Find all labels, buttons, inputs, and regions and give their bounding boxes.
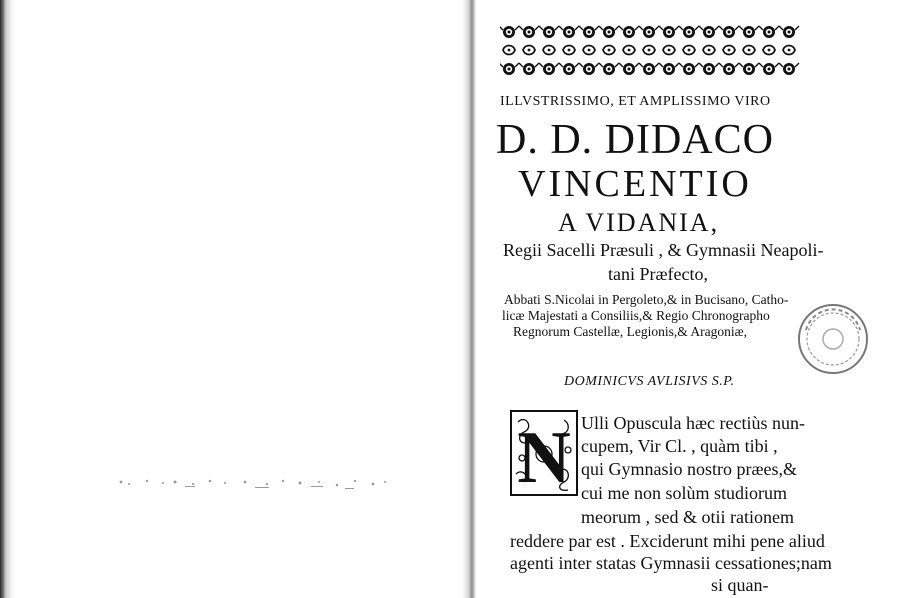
body-line-5: meorum , sed & otii rationem <box>581 507 794 527</box>
body-line-7: agenti inter statas Gymnasii cessationes;nam <box>510 553 832 573</box>
body-line-3: qui Gymnasio nostro præes,& <box>581 459 797 479</box>
dedicatee-name-line-2: VINCENTIO <box>518 163 752 205</box>
dedicatee-title-line-1: Regii Sacelli Præsuli , & Gymnasii Neapoli- <box>503 240 824 260</box>
author-greeting: DOMINICVS AVLISIVS S.P. <box>564 374 735 389</box>
dedication-line: ILLVSTRISSIMO, ET AMPLISSIMO VIRO <box>500 94 771 109</box>
book-gutter <box>462 0 476 598</box>
catchword-line: si quan- <box>711 575 769 595</box>
body-line-1: Ulli Opuscula hæc rectiùs nun- <box>581 413 805 433</box>
dedicatee-name-line-3: A VIDANIA, <box>558 208 720 237</box>
right-page <box>476 0 900 598</box>
dedicatee-title-line-2: tani Præfecto, <box>608 264 708 284</box>
ink-bleed-marks <box>115 470 395 500</box>
drop-cap-letter: N <box>517 417 571 496</box>
body-line-2: cupem, Vir Cl. , quàm tibi , <box>581 436 778 456</box>
page-edge-shadow <box>0 0 16 598</box>
library-stamp-icon <box>794 300 872 378</box>
dedicatee-name-line-1: D. D. DIDACO <box>496 117 774 163</box>
dedicatee-subtitle-line-3: Regnorum Castellæ, Legionis,& Aragoniæ, <box>513 324 747 339</box>
floral-ornament-band-icon <box>500 22 800 80</box>
body-line-4: cui me non solùm studiorum <box>581 483 787 503</box>
body-line-6: reddere par est . Exciderunt mihi pene aliud <box>510 531 825 551</box>
dedicatee-subtitle-line-1: Abbati S.Nicolai in Pergoleto,& in Bucisano, Catho- <box>504 292 789 307</box>
decorated-initial-n-icon <box>510 410 578 496</box>
dedicatee-subtitle-line-2: licæ Majestati a Consiliis,& Regio Chronographo <box>502 308 770 323</box>
